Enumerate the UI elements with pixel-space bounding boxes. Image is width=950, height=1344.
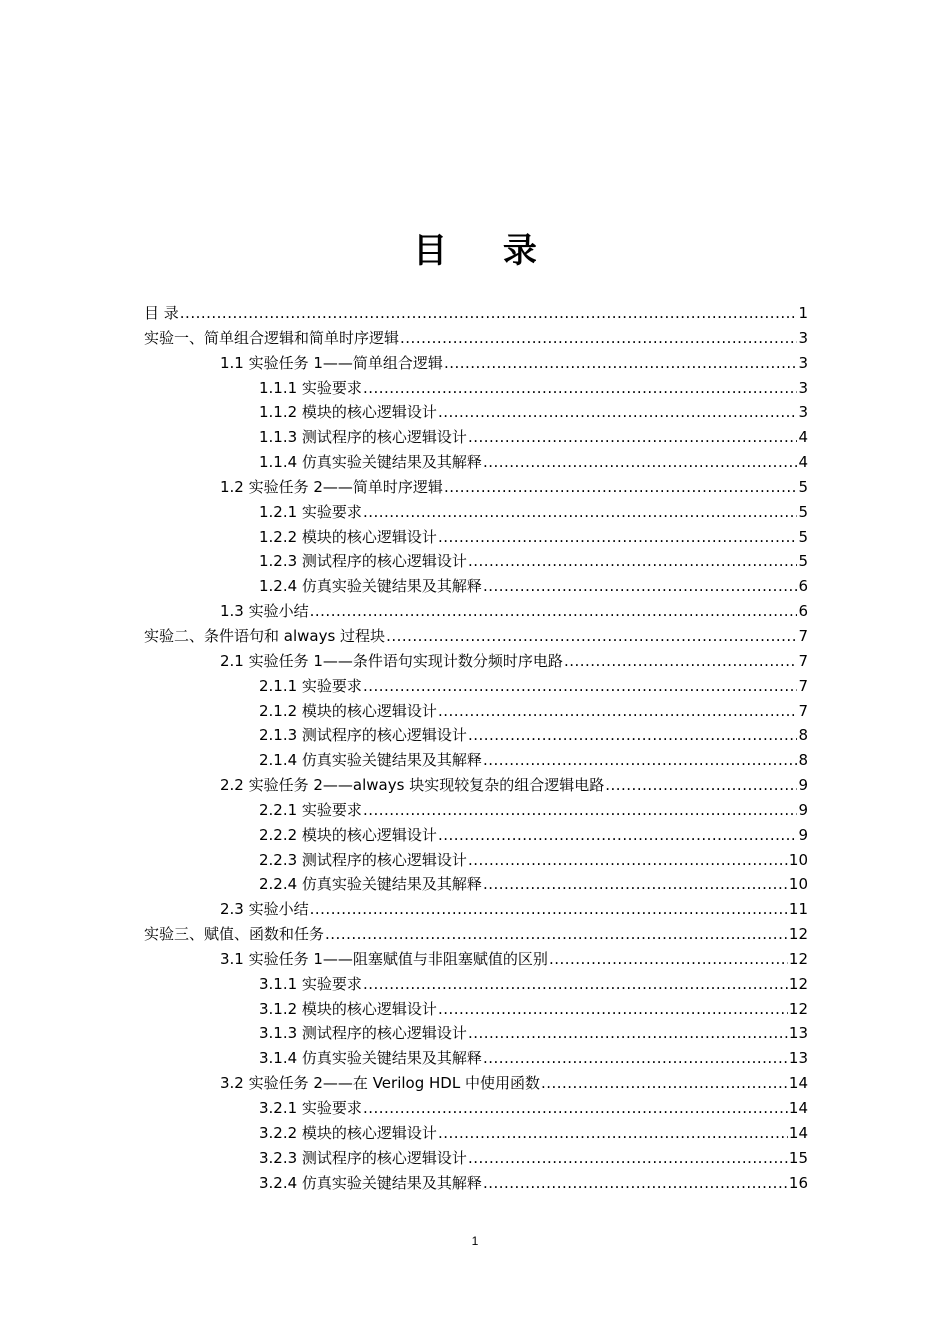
dot-leader (363, 500, 798, 525)
toc-entry-title: 3.1.4 仿真实验关键结果及其解释 (259, 1049, 482, 1068)
dot-leader (438, 997, 788, 1022)
toc-entry-title: 2.2.2 模块的核心逻辑设计 (259, 825, 437, 844)
toc-entry-level-3[interactable] (144, 1121, 808, 1146)
toc-entry-title: 目 录 (144, 304, 179, 322)
toc-entry-page-number: 8 (798, 726, 808, 745)
toc-entry-title: 1.2.4 仿真实验关键结果及其解释 (259, 577, 482, 596)
toc-entry-title: 1.2 实验任务 2——简单时序逻辑 (220, 477, 443, 496)
toc-entry-title: 1.3 实验小结 (220, 602, 309, 621)
dot-leader (483, 748, 798, 773)
toc-entry-title: 实验三、赋值、函数和任务 (144, 925, 325, 944)
toc-entry-page-number: 3 (798, 353, 808, 372)
toc-entry-level-3[interactable] (144, 848, 808, 873)
toc-entry-page-number: 8 (798, 751, 808, 770)
toc-entry-level-3[interactable] (144, 997, 808, 1022)
toc-entry-title: 3.1 实验任务 1——阻塞赋值与非阻塞赋值的区别 (220, 949, 548, 968)
toc-entry-title: 2.2 实验任务 2——always 块实现较复杂的组合逻辑电路 (220, 776, 605, 795)
toc-entry-level-3[interactable] (144, 1171, 808, 1196)
toc-entry-page-number: 5 (798, 527, 808, 546)
dot-leader (444, 351, 798, 376)
toc-entry-title: 3.1.2 模块的核心逻辑设计 (259, 999, 437, 1018)
toc-entry-level-3[interactable] (144, 500, 808, 525)
toc-entry-level-3[interactable] (144, 723, 808, 748)
toc-entry-page-number: 1 (798, 304, 808, 322)
dot-leader (444, 475, 798, 500)
toc-entry-title: 1.2.1 实验要求 (259, 502, 362, 521)
toc-entry-page-number: 4 (798, 453, 808, 472)
dot-leader (468, 723, 798, 748)
toc-entry-title: 1.1.3 测试程序的核心逻辑设计 (259, 428, 467, 447)
dot-leader (483, 1171, 788, 1196)
toc-entry-level-3[interactable] (144, 1096, 808, 1121)
toc-entry-level-1[interactable] (144, 624, 808, 649)
toc-entry-page-number: 9 (798, 776, 808, 795)
toc-entry-level-3[interactable] (144, 798, 808, 823)
toc-entry-level-3[interactable] (144, 450, 808, 475)
toc-entry-title: 2.1.3 测试程序的核心逻辑设计 (259, 726, 467, 745)
dot-leader (483, 872, 788, 897)
toc-entry-level-1[interactable] (144, 326, 808, 351)
dot-leader (483, 1046, 788, 1071)
toc-entry-level-2[interactable] (144, 351, 808, 376)
dot-leader (325, 922, 788, 947)
toc-entry-title: 3.2.4 仿真实验关键结果及其解释 (259, 1173, 482, 1192)
toc-entry-page-number: 14 (788, 1074, 808, 1093)
toc-entry-title: 1.2.3 测试程序的核心逻辑设计 (259, 552, 467, 571)
dot-leader (363, 972, 788, 997)
toc-entry-page-number: 7 (798, 626, 808, 645)
toc-entry-level-2[interactable] (144, 475, 808, 500)
toc-entry-page-number: 10 (788, 850, 808, 869)
toc-entry-title: 3.1.3 测试程序的核心逻辑设计 (259, 1024, 467, 1043)
dot-leader (438, 699, 798, 724)
toc-entry-page-number: 3 (798, 328, 808, 347)
toc-entry-page-number: 6 (798, 577, 808, 596)
toc-entry-level-3[interactable] (144, 748, 808, 773)
dot-leader (541, 1071, 788, 1096)
toc-entry-page-number: 5 (798, 502, 808, 521)
toc-entry-title: 2.2.4 仿真实验关键结果及其解释 (259, 875, 482, 894)
dot-leader (363, 376, 798, 401)
toc-entry-title: 3.2 实验任务 2——在 Verilog HDL 中使用函数 (220, 1074, 540, 1093)
toc-entry-level-3[interactable] (144, 425, 808, 450)
toc-entry-page-number: 12 (788, 974, 808, 993)
toc-entry-title: 2.3 实验小结 (220, 900, 309, 919)
toc-entry-level-3[interactable] (144, 1046, 808, 1071)
toc-entry-page-number: 3 (798, 378, 808, 397)
toc-entry-page-number: 14 (788, 1123, 808, 1142)
dot-leader (483, 574, 798, 599)
page-number: 1 (471, 1234, 479, 1248)
dot-leader (468, 1021, 788, 1046)
toc-entry-title: 2.1.2 模块的核心逻辑设计 (259, 701, 437, 720)
toc-entry-level-2[interactable] (144, 599, 808, 624)
dot-leader (310, 599, 798, 624)
toc-entry-title: 1.2.2 模块的核心逻辑设计 (259, 527, 437, 546)
toc-entry-title: 3.2.2 模块的核心逻辑设计 (259, 1123, 437, 1142)
toc-entry-level-2[interactable] (144, 773, 808, 798)
toc-entry-page-number: 11 (788, 900, 808, 919)
toc-entry-level-3[interactable] (144, 972, 808, 997)
toc-entry-level-3[interactable] (144, 823, 808, 848)
toc-entry-level-2[interactable] (144, 649, 808, 674)
toc-entry-title: 1.1.1 实验要求 (259, 378, 362, 397)
dot-leader (438, 1121, 788, 1146)
dot-leader (363, 798, 798, 823)
toc-entry-level-2[interactable] (144, 1071, 808, 1096)
toc-entry-level-2[interactable] (144, 897, 808, 922)
toc-entry-title: 2.1.4 仿真实验关键结果及其解释 (259, 751, 482, 770)
dot-leader (468, 1146, 788, 1171)
toc-entry-title: 实验一、简单组合逻辑和简单时序逻辑 (144, 328, 400, 347)
toc-entry-page-number: 9 (798, 800, 808, 819)
toc-entry-level-1[interactable] (144, 301, 808, 326)
dot-leader (386, 624, 797, 649)
toc-entry-level-3[interactable] (144, 376, 808, 401)
toc-entry-title: 1.1 实验任务 1——简单组合逻辑 (220, 353, 443, 372)
toc-entry-page-number: 9 (798, 825, 808, 844)
dot-leader (180, 301, 798, 326)
toc-entry-level-3[interactable] (144, 525, 808, 550)
dot-leader (483, 450, 798, 475)
toc-entry-title: 1.1.2 模块的核心逻辑设计 (259, 403, 437, 422)
toc-entry-title: 3.1.1 实验要求 (259, 974, 362, 993)
toc-entry-page-number: 5 (798, 477, 808, 496)
dot-leader (438, 400, 798, 425)
toc-entry-level-3[interactable] (144, 872, 808, 897)
toc-entry-level-3[interactable] (144, 1021, 808, 1046)
dot-leader (564, 649, 798, 674)
toc-entry-level-1[interactable] (144, 922, 808, 947)
table-of-contents (144, 301, 808, 1195)
toc-title: 目 录 (413, 231, 559, 271)
toc-entry-page-number: 10 (788, 875, 808, 894)
toc-entry-level-2[interactable] (144, 947, 808, 972)
toc-entry-title: 2.1.1 实验要求 (259, 676, 362, 695)
dot-leader (438, 823, 798, 848)
toc-entry-page-number: 12 (788, 949, 808, 968)
dot-leader (468, 549, 798, 574)
toc-entry-title: 2.2.3 测试程序的核心逻辑设计 (259, 850, 467, 869)
dot-leader (310, 897, 788, 922)
toc-entry-level-3[interactable] (144, 400, 808, 425)
toc-entry-page-number: 13 (788, 1049, 808, 1068)
toc-entry-page-number: 15 (788, 1148, 808, 1167)
dot-leader (468, 848, 788, 873)
toc-entry-page-number: 7 (798, 651, 808, 670)
dot-leader (605, 773, 797, 798)
dot-leader (468, 425, 798, 450)
dot-leader (438, 525, 798, 550)
toc-entry-level-3[interactable] (144, 549, 808, 574)
toc-entry-title: 3.2.1 实验要求 (259, 1099, 362, 1117)
toc-entry-page-number: 14 (788, 1099, 808, 1117)
toc-entry-page-number: 6 (798, 602, 808, 621)
toc-entry-title: 1.1.4 仿真实验关键结果及其解释 (259, 453, 482, 472)
toc-entry-level-3[interactable] (144, 699, 808, 724)
toc-entry-page-number: 3 (798, 403, 808, 422)
toc-entry-page-number: 13 (788, 1024, 808, 1043)
toc-entry-level-3[interactable] (144, 1146, 808, 1171)
dot-leader (400, 326, 797, 351)
toc-entry-level-3[interactable] (144, 674, 808, 699)
toc-entry-page-number: 4 (798, 428, 808, 447)
toc-entry-title: 实验二、条件语句和 always 过程块 (144, 626, 386, 645)
toc-entry-page-number: 12 (788, 925, 808, 944)
toc-entry-title: 2.2.1 实验要求 (259, 800, 362, 819)
dot-leader (363, 674, 798, 699)
toc-entry-page-number: 12 (788, 999, 808, 1018)
toc-entry-page-number: 7 (798, 676, 808, 695)
toc-entry-level-3[interactable] (144, 574, 808, 599)
dot-leader (549, 947, 788, 972)
toc-entry-title: 3.2.3 测试程序的核心逻辑设计 (259, 1148, 467, 1167)
toc-entry-title: 2.1 实验任务 1——条件语句实现计数分频时序电路 (220, 651, 563, 670)
toc-entry-page-number: 7 (798, 701, 808, 720)
dot-leader (363, 1096, 788, 1121)
toc-entry-page-number: 16 (788, 1173, 808, 1192)
toc-entry-page-number: 5 (798, 552, 808, 571)
